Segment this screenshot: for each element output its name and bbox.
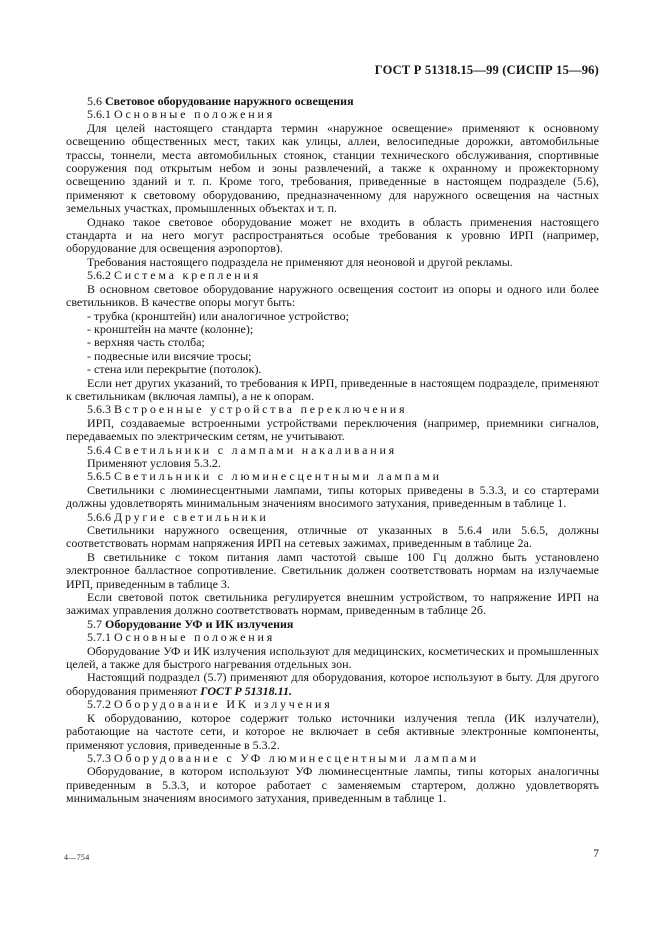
section-heading	[66, 618, 599, 631]
paragraph	[66, 377, 599, 404]
text-run: К оборудованию, которое содержит только источники излучения тепла (ИК излучатели), работающие на частоте сети, и которое не включает в себя активные электронные компоненты, применяют условия, приведенные в 5.3.2.	[66, 710, 599, 752]
text-run: Световое оборудование наружного освещения	[105, 94, 354, 108]
text-run: - кронштейн на мачте (колонне);	[87, 321, 254, 336]
text-run: - стена или перекрытие (потолок).	[87, 362, 262, 377]
text-run: Настоящий подраздел (5.7) применяют для оборудования, которое используют в быту. Для другого оборудования применяют	[66, 670, 599, 698]
paragraph	[66, 457, 599, 470]
list-item	[66, 363, 599, 376]
text-run: 5.6	[87, 94, 105, 108]
paragraph	[66, 645, 599, 672]
text-run: 5.7.1	[87, 630, 114, 645]
subsection-heading	[66, 269, 599, 282]
text-run: 5.7.3	[87, 750, 114, 765]
text-run: 5.7	[87, 616, 105, 631]
text-run: Применяют условия 5.3.2.	[87, 455, 221, 470]
text-run: Оборудование УФ и ИК излучения	[105, 616, 294, 631]
list-item	[66, 336, 599, 349]
paragraph	[66, 591, 599, 618]
text-run: Требования настоящего подраздела не применяют для неоновой и другой рекламы.	[87, 254, 513, 269]
subsection-heading	[66, 403, 599, 416]
paragraph	[66, 671, 599, 698]
text-run: ГОСТ Р 51318.11.	[200, 683, 293, 698]
text-run: Оборудование с УФ люминесцентными лампами	[114, 750, 479, 765]
subsection-heading	[66, 444, 599, 457]
paragraph	[66, 712, 599, 752]
list-item	[66, 350, 599, 363]
text-run: - верхняя часть столба;	[87, 335, 205, 350]
paragraph	[66, 216, 599, 256]
text-run: 5.6.4	[87, 442, 114, 457]
text-run: Для целей настоящего стандарта термин «наружное освещение» применяют к основному освещению общественных мест, таких как улицы, аллеи, велосипедные дорожки, автомобильные трассы, тоннели, места автомобильных стоянок, станции технического обслуживания, спортивные сооружения под открытым небом и зоны развлечений, а также к охранному и прожекторному освещению зданий и т. п. Кроме того, требования, приведенные в настоящем подразделе (5.6), применяют к световому оборудованию, предназначенному для наружного освещения на частных земельных участках, промышленных объектах и т. п.	[66, 120, 599, 216]
paragraph	[66, 283, 599, 310]
text-run: Оборудование УФ и ИК излучения используют для медицинских, косметических и промышленных целей, а также для быстрого нагревания отдельных зон.	[66, 643, 599, 672]
section-heading	[66, 95, 599, 108]
text-run: Встроенные устройства переключения	[114, 402, 408, 417]
text-run: Светильники с лампами накаливания	[114, 442, 397, 457]
subsection-heading	[66, 698, 599, 711]
paragraph	[66, 417, 599, 444]
subsection-heading	[66, 752, 599, 765]
text-run: Светильники с люминесцентными лампами, типы которых приведены в 5.3.3, и со стартерами должны удовлетворять минимальным значениям вносимого затухания, приведенным в таблице 1.	[66, 482, 599, 511]
text-run: Если нет других указаний, то требования к ИРП, приведенные в настоящем подразделе, применяют к светильникам (включая лампы), а не к опорам.	[66, 375, 599, 403]
text-run: 5.6.5	[87, 469, 114, 484]
text-run: В основном световое оборудование наружного освещения состоит из опоры и одного или более светильников. В качестве опоры могут быть:	[66, 281, 599, 310]
text-run: Другие светильники	[114, 509, 269, 524]
text-run: Основные положения	[114, 107, 276, 122]
text-run: Оборудование, в котором используют УФ люминесцентные лампы, типы которых аналогичны приведенным в 5.3.3, и которое работает с заменяемым стартером, должно удовлетворять минимальным значениям вносимого затухания, приведенным в таблице 1.	[66, 764, 599, 806]
text-run: Оборудование ИК излучения	[114, 697, 333, 712]
subsection-heading	[66, 631, 599, 644]
text-run: 5.7.2	[87, 697, 114, 712]
page-number: 7	[593, 848, 599, 860]
text-run: ИРП, создаваемые встроенными устройствами переключения (например, приемники сигналов, передаваемых по электрическим сетям, не учитывают.	[66, 415, 599, 444]
text-run: Система крепления	[114, 268, 262, 283]
standard-designation-header: ГОСТ Р 51318.15—99 (СИСПР 15—96)	[374, 63, 599, 77]
text-run: 5.6.6	[87, 509, 114, 524]
subsection-heading	[66, 108, 599, 121]
text-run: Светильники наружного освещения, отличные от указанных в 5.6.4 или 5.6.5, должны соответствовать нормам напряжения ИРП на сетевых зажимах, приведенным в таблице 2а.	[66, 523, 599, 551]
paragraph	[66, 122, 599, 216]
paragraph	[66, 524, 599, 551]
subsection-heading	[66, 511, 599, 524]
text-run: 5.6.3	[87, 402, 114, 417]
text-run: Если световой поток светильника регулируется внешним устройством, то напряжение ИРП на зажимах управления должно соответствовать нормам, приведенным в таблице 2б.	[66, 590, 599, 618]
paragraph	[66, 551, 599, 591]
text-run: Основные положения	[114, 630, 276, 645]
text-run: Однако такое световое оборудование может не входить в область применения настоящего стандарта и на него могут распространяться особые требования к уровню ИРП (например, оборудование для освещения аэропортов).	[66, 214, 599, 256]
text-run: 5.6.1	[87, 107, 114, 122]
paragraph	[66, 256, 599, 269]
print-signature-mark: 4—754	[64, 853, 90, 862]
subsection-heading	[66, 470, 599, 483]
text-run: 5.6.2	[87, 268, 114, 283]
paragraph	[66, 765, 599, 805]
text-run: В светильнике с током питания ламп частотой свыше 100 Гц должно быть установлено электронное балластное сопротивление. Светильник должен соответствовать нормам на излучаемые ИРП, приведенным в таблице 3.	[66, 549, 599, 591]
paragraph	[66, 484, 599, 511]
list-item	[66, 310, 599, 323]
list-item	[66, 323, 599, 336]
document-content	[66, 95, 599, 806]
text-run: Светильники с люминесцентными лампами	[114, 469, 442, 484]
text-run: - подвесные или висячие тросы;	[87, 348, 252, 363]
text-run: - трубка (кронштейн) или аналогичное устройство;	[87, 308, 349, 323]
